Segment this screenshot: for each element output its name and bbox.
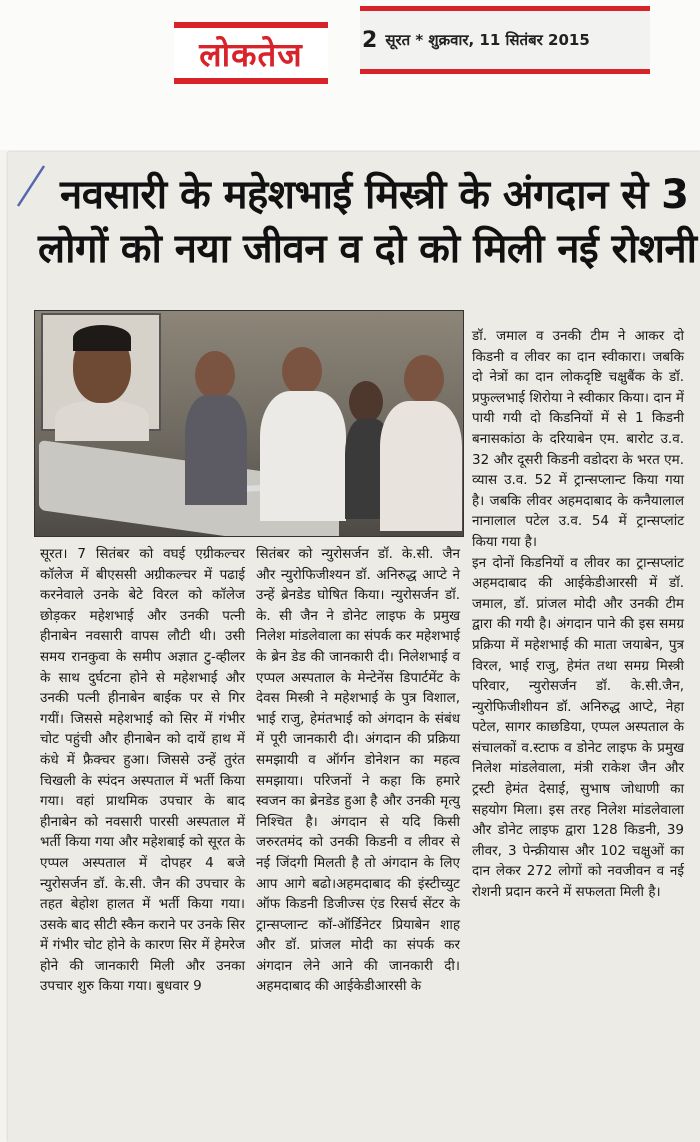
- newspaper-logo: [174, 22, 328, 84]
- page-number: 2: [362, 27, 378, 53]
- article-column-2: सितंबर को न्युरोसर्जन डॉ. के.सी. जैन और न्युरोफिजीश्यन डॉ. अनिरुद्ध आप्टे ने उन्हें ब्रेनडेड घोषित किया। न्युरोसर्जन डॉ. के. सी जैन ने डोनेट लाइफ के प्रमुख निलेश मांडलेवाला का संपर्क कर महेशभाई के ब्रेन डेड की जानकारी दी। निलेशभाई व एप्पल अस्पताल के मेन्टेनेंस डिपार्टमेंट के देवस मिस्त्री ने महेशभाई के पुत्र विशाल, भाई राजु, हेमंतभाई को अंगदान के संबंध में पूरी जानकारी दी। अंगदान की प्रक्रिया समझायी व ऑर्गन डोनेशन का महत्व समझाया। परिजनों ने कहा कि हमारे स्वजन का ब्रेनडेड हुआ है और उनकी मृत्यु निश्चित है। अंगदान से यदि किसी जरुरतमंद को उनकी किडनी व लीवर से नई जिंदगी मिलती है तो अंगदान के लिए आप आगे बढो।अहमदाबाद की इंस्टीच्युट ऑफ किडनी डिजीज्स एंड रिसर्च सेंटर के ट्रान्सप्लान्ट कॉ-ऑर्डिनेटर प्रियाबेन शाह और डॉ. प्रांजल मोदी का संपर्क कर अंगदान लेने आने की जानकारी दी। अहमदाबाद की आईकेडीआरसी के: [256, 546, 460, 995]
- article-column-3: डॉ. जमाल व उनकी टीम ने आकर दो किडनी व लीवर का दान स्वीकारा। जबकि दो नेत्रों का दान लोकदृष्टि चक्षुबैंक के डॉ. प्रफुल्लभाई शिरोया ने स्वीकार किया। दान में पायी गयी दो किडनियों में से 1 किडनी बनासकांठा के दरियाबेन एम. बारोट उ.व. 32 और दूसरी किडनी वडोदरा के भरत एम. व्यास उ.व. 52 में ट्रान्सप्लान्ट किया गया है। जबकि लीवर अहमदाबाद के कनैयालाल नानालाल पटेल उ.व. 54 में ट्रान्सप्लांट किया गया है। इन दोनों किडनियों व लीवर का ट्रान्सप्लांट अहमदाबाद की आईकेडीआरसी में डॉ. जमाल, डॉ. प्रांजल मोदी और उनकी टीम द्वारा की गयी है। अंगदान पाने की इस समग्र प्रक्रिया में महेशभाई की माता जयाबेन, पुत्र विरल, भाई राजु, हेमंत तथा समग्र मिस्त्री परिवार, न्युरोसर्जन डॉ. के.सी.जैन, न्युरोफिजीशीयन डॉ. अनिरुद्ध आप्टे, नेहा पटेल, सागर काछडिया, एप्पल अस्पताल के संचालकों व.स्टाफ व डोनेट लाइफ के प्रमुख निलेश मांडलेवाला, मंत्री राकेश जैन और ट्रस्टी हेमंत देसाई, सुभाष जोधाणी का सहयोग मिला। इस तरह निलेश मांडलेवाला और डोनेट लाइफ द्वारा 128 किडनी, 39 लीवर, 3 पेन्क्रीयास और 102 चक्षुओं का दान लेकर 272 लोगों को नवजीवन व नई रोशनी प्रदान करने में सफलता मिली है।: [472, 328, 684, 901]
- news-photo: [34, 310, 464, 537]
- dateline-text: सूरत * शुक्रवार, 11 सितंबर 2015: [385, 31, 590, 49]
- logo-text: लोकतेज: [199, 34, 303, 74]
- article-column-1: सूरत। 7 सितंबर को वघई एग्रीकल्चर कॉलेज में बीएससी अग्रीकल्चर में पढाई करनेवाले उनके बेटे विरल को कॉलेज छोड़कर महेशभाई और उनकी पत्नी हीनाबेन नवसारी वापस लौटी थी। उसी समय रानकुवा के समीप अज्ञात टु-व्हीलर के साथ दुर्घटना होने से महेशभाई और उनकी पत्नी हीनाबेन बाईक पर से गिर गयीं। जिससे महेशभाई को सिर में गंभीर चोट पहुंची और हीनाबेन को दायें हाथ में कंधे में फ्रैक्चर हुआ। जिससे उन्हें तुरंत चिखली के स्पंदन अस्पताल में भर्ती किया गया। वहां प्राथमिक उपचार के बाद हीनाबेन को नवसारी पारसी अस्पताल में भर्ती किया गया और महेशबाई को सूरत के एप्पल अस्पताल में दोपहर 4 बजे न्युरोसर्जन डॉ. के.सी. जैन की उपचार के तहत बेहोश हालत में भर्ती किया गया। उसके बाद सीटी स्कैन कराने पर उनके सिर में गंभीर चोट होने के कारण सिर में हेमरेज होने की जानकारी मिली और उनका उपचार शुरु किया गया। बुधवार 9: [40, 546, 245, 995]
- portrait-inset: [41, 313, 161, 431]
- headline-line-1: नवसारी के महेशभाई मिस्त्री के अंगदान से 3: [60, 172, 689, 218]
- headline-line-2: लोगों को नया जीवन व दो को मिली नई रोशनी: [38, 226, 697, 272]
- article-headline: [22, 168, 698, 276]
- dateline-bar: [360, 6, 650, 74]
